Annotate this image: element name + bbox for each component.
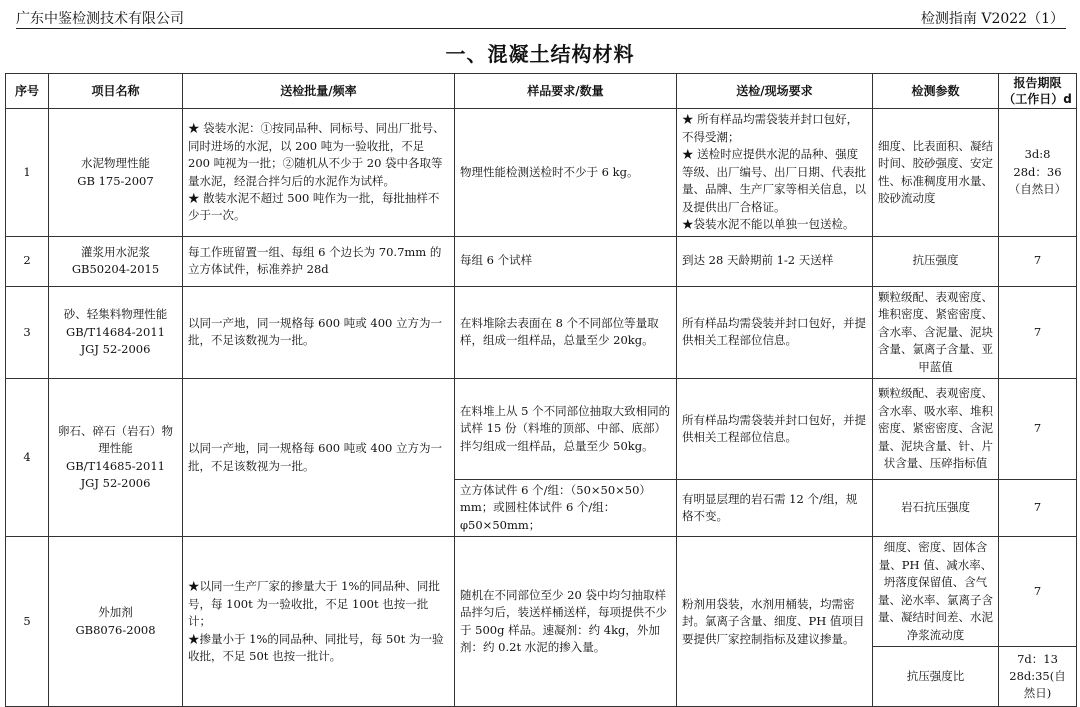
row-seq: 3 <box>6 286 49 378</box>
row-batch: ★ 袋装水泥：①按同品种、同标号、同出厂批号、同时进场的水泥，以 200 吨为一验收批，不足 200 吨视为一批；②随机从不少于 20 袋中各取等量水泥，经混合拌匀后的水泥作为试样。 ★ 散装水泥不超过 500 吨作为一批，每批抽样不少于一次。 <box>183 109 455 236</box>
row-name: 卵石、碎石（岩石）物理性能 GB/T14685-2011 JGJ 52-2006 <box>49 379 183 537</box>
row-name: 外加剂 GB8076-2008 <box>49 537 183 707</box>
inspection-table <box>5 73 1077 707</box>
row-sample: 物理性能检测送检时不少于 6 kg。 <box>455 109 677 236</box>
row-sample: 立方体试件 6 个/组：（50×50×50）mm；或圆柱体试件 6 个/组：φ50×50mm； <box>455 480 677 537</box>
table-row <box>6 236 1077 286</box>
row-name: 灌浆用水泥浆 GB50204-2015 <box>49 236 183 286</box>
header-onsite: 送检/现场要求 <box>677 74 873 109</box>
table-row <box>6 286 1077 378</box>
row-params: 颗粒级配、表观密度、含水率、吸水率、堆积密度、紧密密度、含泥量、泥块含量、针、片状含量、压碎指标值 <box>873 379 999 480</box>
row-period: 7 <box>999 480 1077 537</box>
table-row <box>6 537 1077 647</box>
row-period: 7 <box>999 379 1077 480</box>
row-onsite: 到达 28 天龄期前 1-2 天送样 <box>677 236 873 286</box>
table-header-row <box>6 74 1077 109</box>
row-period: 7 <box>999 537 1077 647</box>
header-name: 项目名称 <box>49 74 183 109</box>
doc-version: 检测指南 V2022（1） <box>920 11 1064 27</box>
row-onsite: 有明显层理的岩石需 12 个/组，规格不变。 <box>677 480 873 537</box>
header-seq: 序号 <box>6 74 49 109</box>
row-onsite: 所有样品均需袋装并封口包好，并提供相关工程部位信息。 <box>677 379 873 480</box>
header-period: 报告期限 （工作日）d <box>999 74 1077 109</box>
section-title: 一、混凝土结构材料 <box>445 42 635 66</box>
row-period: 7d：13 28d:35(自然日) <box>999 647 1077 707</box>
row-seq: 2 <box>6 236 49 286</box>
row-params: 细度、密度、固体含量、PH 值、减水率、坍落度保留值、含气量、泌水率、氯离子含量、凝结时间差、水泥净浆流动度 <box>873 537 999 647</box>
row-seq: 1 <box>6 109 49 236</box>
table-row <box>6 109 1077 236</box>
row-sample: 在料堆除去表面在 8 个不同部位等量取样，组成一组样品，总量至少 20kg。 <box>455 286 677 378</box>
row-sample: 每组 6 个试样 <box>455 236 677 286</box>
row-params: 颗粒级配、表观密度、堆积密度、紧密密度、含水率、含泥量、泥块含量、氯离子含量、亚甲蓝值 <box>873 286 999 378</box>
row-seq: 5 <box>6 537 49 707</box>
page-header <box>16 6 1066 29</box>
header-batch: 送检批量/频率 <box>183 74 455 109</box>
row-name: 砂、轻集料物理性能 GB/T14684-2011 JGJ 52-2006 <box>49 286 183 378</box>
row-period: 3d:8 28d：36（自然日） <box>999 109 1077 236</box>
header-sample: 样品要求/数量 <box>455 74 677 109</box>
row-sample: 在料堆上从 5 个不同部位抽取大致相同的试样 15 份（料堆的顶部、中部、底部）拌匀组成一组样品，总量至少 50kg。 <box>455 379 677 480</box>
row-batch: 以同一产地，同一规格每 600 吨或 400 立方为一批，不足该数视为一批。 <box>183 379 455 537</box>
row-params: 抗压强度 <box>873 236 999 286</box>
header-params: 检测参数 <box>873 74 999 109</box>
row-sample: 随机在不同部位至少 20 袋中均匀抽取样品拌匀后，装送样桶送样，每项提供不少于 500g 样品。速凝剂：约 4kg，外加剂：约 0.2t 水泥的掺入量。 <box>455 537 677 707</box>
company-name: 广东中鉴检测技术有限公司 <box>16 11 184 27</box>
table-row <box>6 379 1077 480</box>
row-seq: 4 <box>6 379 49 537</box>
row-onsite: 粉剂用袋装，水剂用桶装，均需密封。氯离子含量、细度、PH 值项目要提供厂家控制指标及建议掺量。 <box>677 537 873 707</box>
row-period: 7 <box>999 286 1077 378</box>
row-onsite: 所有样品均需袋装并封口包好，并提供相关工程部位信息。 <box>677 286 873 378</box>
row-onsite: ★ 所有样品均需袋装并封口包好，不得受潮； ★ 送检时应提供水泥的品种、强度等级、出厂编号、出厂日期、代表批量、品牌、生产厂家等相关信息，以及提供出厂合格证。 ★袋装水泥不能以单独一包送检。 <box>677 109 873 236</box>
row-batch: ★以同一生产厂家的掺量大于 1%的同品种、同批号，每 100t 为一验收批，不足 100t 也按一批计； ★掺量小于 1%的同品种、同批号，每 50t 为一验收批，不足 50t 也按一批计。 <box>183 537 455 707</box>
row-params: 抗压强度比 <box>873 647 999 707</box>
row-batch: 每工作班留置一组、每组 6 个边长为 70.7mm 的立方体试件，标准养护 28d <box>183 236 455 286</box>
row-period: 7 <box>999 236 1077 286</box>
row-name: 水泥物理性能 GB 175-2007 <box>49 109 183 236</box>
row-params: 岩石抗压强度 <box>873 480 999 537</box>
row-params: 细度、比表面积、凝结时间、胶砂强度、安定性、标准稠度用水量、胶砂流动度 <box>873 109 999 236</box>
row-batch: 以同一产地，同一规格每 600 吨或 400 立方为一批，不足该数视为一批。 <box>183 286 455 378</box>
